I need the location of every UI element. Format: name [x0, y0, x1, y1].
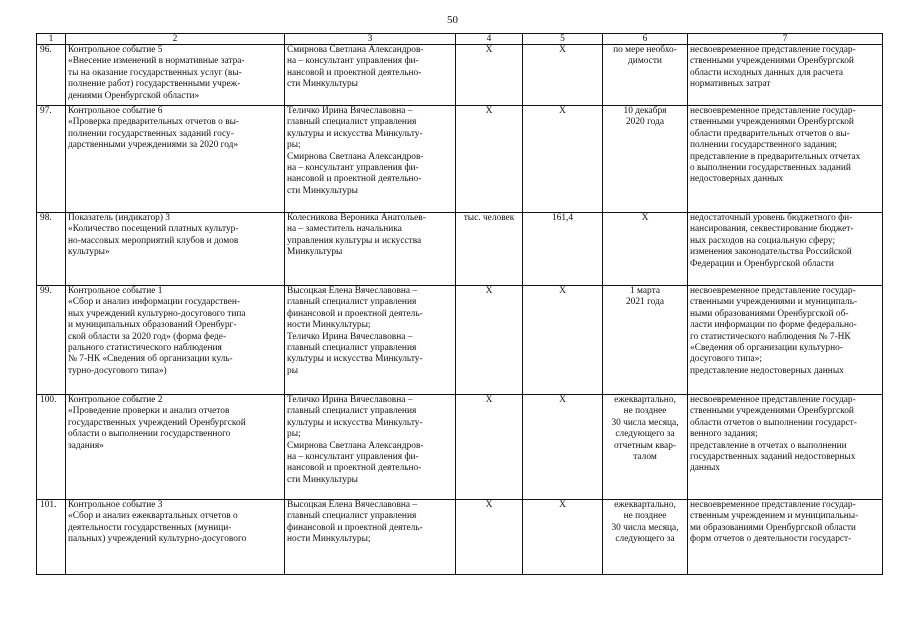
unit-cell: тыс. человек: [456, 213, 523, 286]
table-row: [37, 45, 883, 106]
deadline-cell: ежеквартально, не позднее 30 числа месяца, следующего за: [603, 500, 688, 575]
deadline-cell: по мере необхо- димости: [603, 45, 688, 106]
event-cell: Контрольное событие 5 «Внесение изменений в нормативные затра- ты на оказание государственных услуг (вы- полнение работ) государственными учреж- дениями Оренбургской области»: [66, 45, 285, 106]
responsible-cell: Смирнова Светлана Александров- на – консультант управления фи- нансовой и проектной деятельно- сти Минкультуры: [285, 45, 456, 106]
row-number: 96.: [37, 45, 66, 106]
responsible-cell: Теличко Ирина Вячеславовна – главный специалист управления культуры и искусства Минкульту- ры; Смирнова Светлана Александров- на – консультант управления фи- нансовой и проектной деятельно- сти Минкультуры: [285, 395, 456, 500]
plan-table: [36, 33, 883, 575]
header-cell: 5: [523, 34, 603, 45]
header-cell: 3: [285, 34, 456, 45]
unit-cell: Х: [456, 395, 523, 500]
risks-cell: несвоевременное представление государ- ственными учреждениями Оренбургской области отчетов о выполнении государст- венного задания; представление в отчетах о выполнении государственных заданий недостоверных данных: [688, 395, 883, 500]
row-number: 100.: [37, 395, 66, 500]
event-cell: Контрольное событие 6 «Проверка предварительных отчетов о вы- полнении государственных заданий госу- дарственными учреждениями за 2020 год»: [66, 106, 285, 213]
value-cell: Х: [523, 286, 603, 395]
deadline-cell: 1 марта 2021 года: [603, 286, 688, 395]
deadline-cell: 10 декабря 2020 года: [603, 106, 688, 213]
row-number: 101.: [37, 500, 66, 575]
table-header-row: [37, 34, 883, 45]
page-number: 50: [447, 14, 458, 26]
responsible-cell: Колесникова Вероника Анатольев- на – заместитель начальника управления культуры и искусства Минкультуры: [285, 213, 456, 286]
responsible-cell: Высоцкая Елена Вячеславовна – главный специалист управления финансовой и проектной деятель- ности Минкультуры;: [285, 500, 456, 575]
header-cell: 4: [456, 34, 523, 45]
unit-cell: Х: [456, 286, 523, 395]
event-cell: Контрольное событие 2 «Проведение проверки и анализ отчетов государственных учреждений Оренбургской области о выполнении государственного задания»: [66, 395, 285, 500]
risks-cell: несвоевременное представление государ- ственными учреждениями Оренбургской области исходных данных для расчета нормативных затрат: [688, 45, 883, 106]
table-row: [37, 395, 883, 500]
table-row: [37, 286, 883, 395]
risks-cell: несвоевременное представление государ- ственными учреждениями Оренбургской области предварительных отчетов о вы- полнении государственного задания; представление в предварительных отчетах о выполнении государственных заданий недостоверных данных: [688, 106, 883, 213]
risks-cell: несвоевременное представление государ- ственным учреждением и муниципальны- ми образованиями Оренбургской области форм отчетов о деятельности государст-: [688, 500, 883, 575]
table-row: [37, 500, 883, 575]
row-number: 99.: [37, 286, 66, 395]
deadline-cell: ежеквартально, не позднее 30 числа месяца, следующего за отчетным квар- талом: [603, 395, 688, 500]
risks-cell: недостаточный уровень бюджетного фи- нансирования, секвестирование бюджет- ных расходов на социальную сферу; изменения законодательства Российской Федерации и Оренбургской области: [688, 213, 883, 286]
value-cell: Х: [523, 395, 603, 500]
value-cell: Х: [523, 106, 603, 213]
header-cell: 1: [37, 34, 66, 45]
table-row: [37, 213, 883, 286]
table-row: [37, 106, 883, 213]
event-cell: Контрольное событие 1 «Сбор и анализ информации государствен- ных учреждений культурно-досугового типа и муниципальных образований Оренбург- ской области за 2020 год» (форма феде- рального статистического наблюдения № 7-НК «Сведения об организации куль- турно-досугового типа»): [66, 286, 285, 395]
row-number: 97.: [37, 106, 66, 213]
value-cell: Х: [523, 45, 603, 106]
value-cell: Х: [523, 500, 603, 575]
unit-cell: Х: [456, 500, 523, 575]
header-cell: 7: [688, 34, 883, 45]
event-cell: Контрольное событие 3 «Сбор и анализ ежеквартальных отчетов о деятельности государственных (муници- пальных) учреждений культурно-досугового: [66, 500, 285, 575]
header-cell: 6: [603, 34, 688, 45]
header-cell: 2: [66, 34, 285, 45]
responsible-cell: Теличко Ирина Вячеславовна – главный специалист управления культуры и искусства Минкульту- ры; Смирнова Светлана Александров- на – консультант управления фи- нансовой и проектной деятельно- сти Минкультуры: [285, 106, 456, 213]
unit-cell: Х: [456, 106, 523, 213]
risks-cell: несвоевременное представление государ- ственными учреждениями и муниципаль- ными образованиями Оренбургской об- ласти информации по форме федерально- го статистического наблюдения № 7-НК «Сведения об организации культурно- досугового типа»; представление недостоверных данных: [688, 286, 883, 395]
responsible-cell: Высоцкая Елена Вячеславовна – главный специалист управления финансовой и проектной деятель- ности Минкультуры; Теличко Ирина Вячеславовна – главный специалист управления культуры и искусства Минкульту- ры: [285, 286, 456, 395]
deadline-cell: Х: [603, 213, 688, 286]
row-number: 98.: [37, 213, 66, 286]
event-cell: Показатель (индикатор) 3 «Количество посещений платных культур- но-массовых мероприятий клубов и домов культуры»: [66, 213, 285, 286]
unit-cell: Х: [456, 45, 523, 106]
value-cell: 161,4: [523, 213, 603, 286]
